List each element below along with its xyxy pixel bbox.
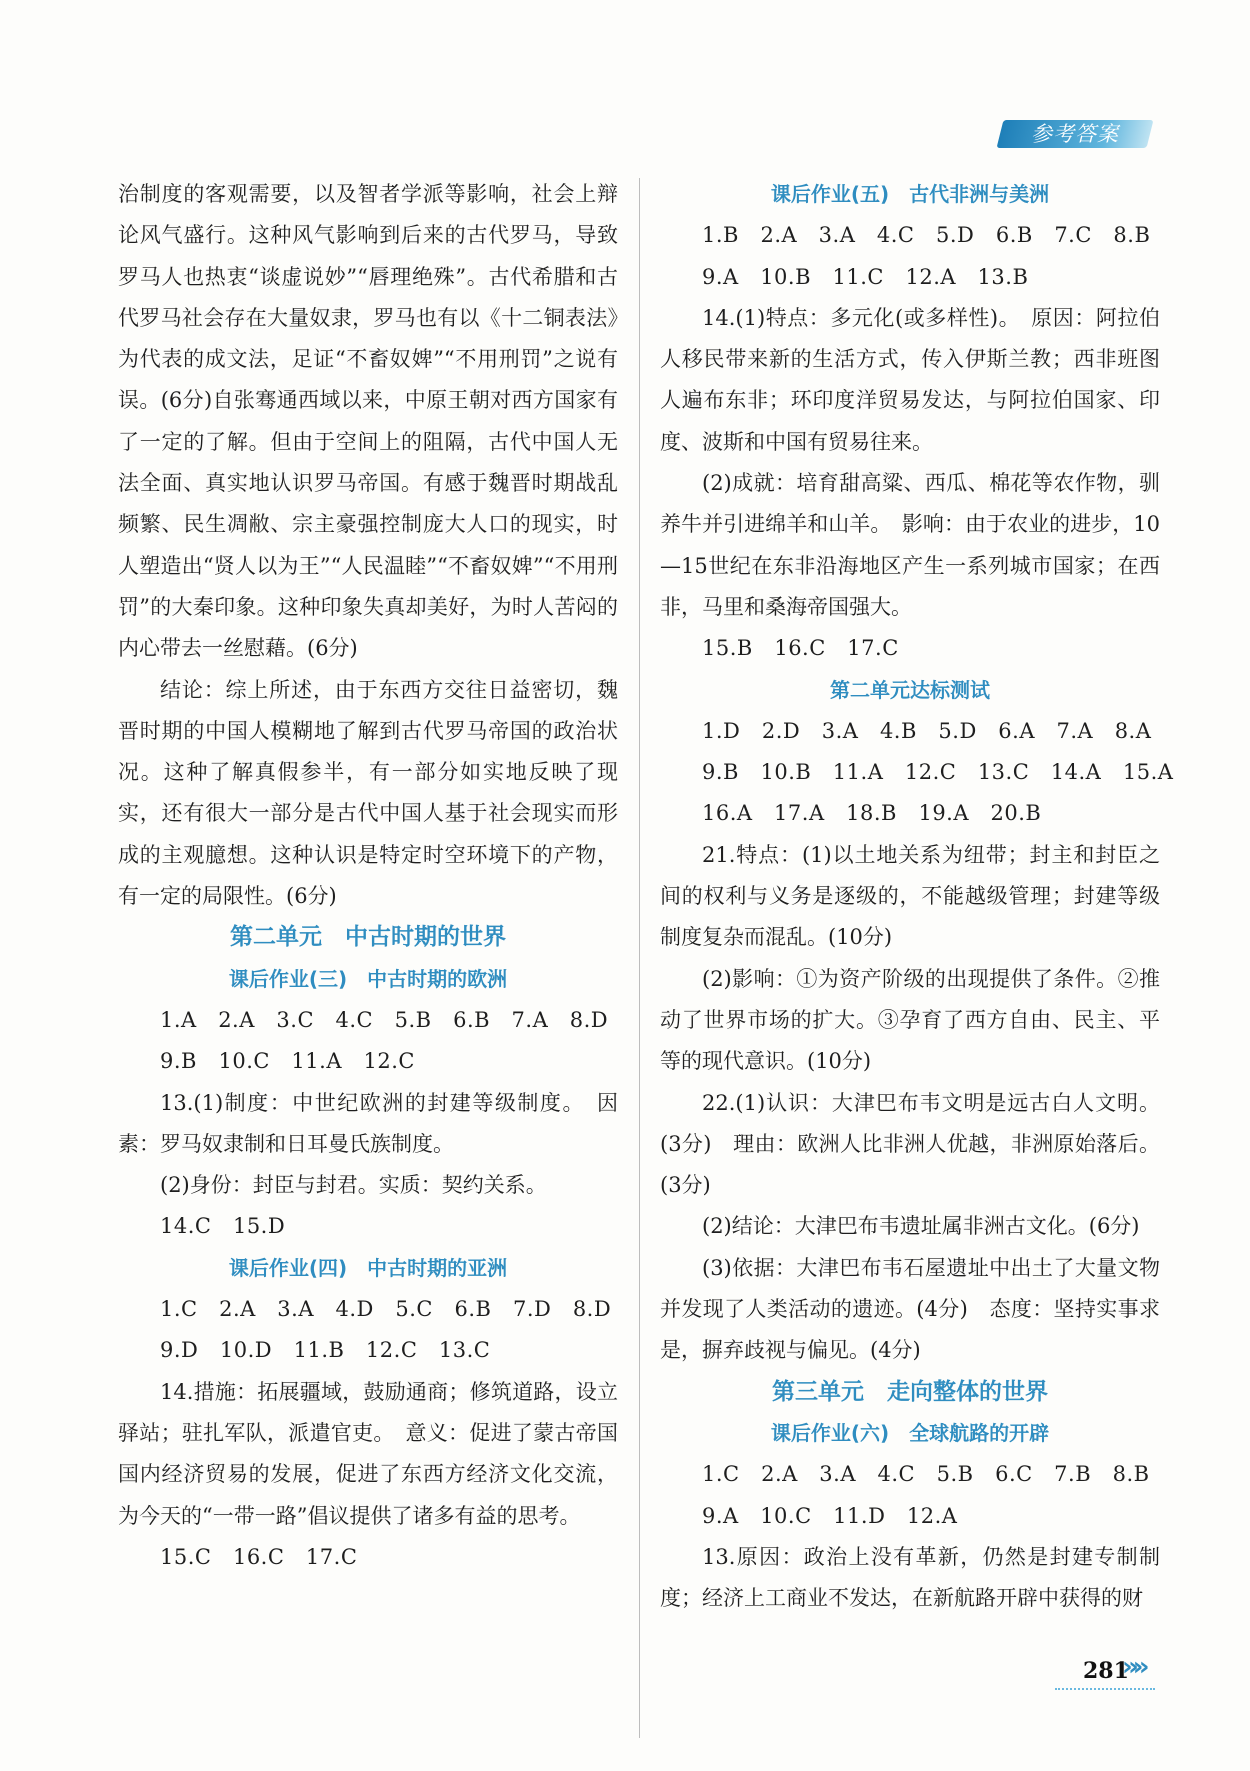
- indented-paragraph: 14.措施：拓展疆域，鼓励通商；修筑道路，设立驿站；驻扎军队，派遣官吏。 意义：促进了蒙古帝国国内经济贸易的发展，促进了东西方经济文化交流，为今天的“一带一路”倡议提供了诸多有益的思考。: [118, 1379, 618, 1528]
- reference-answers-badge: [997, 120, 1154, 148]
- answer-row: 16.A 17.A 18.B 19.A 20.B: [702, 801, 1042, 826]
- answer-row: 9.D 10.D 11.B 12.C 13.C: [160, 1338, 491, 1363]
- indented-paragraph: 22.(1)认识：大津巴布韦文明是远古白人文明。(3分) 理由：欧洲人比非洲人优越，非洲原始落后。(3分): [660, 1090, 1160, 1198]
- section-heading: 课后作业(三) 中古时期的欧洲: [228, 966, 508, 991]
- page-arrows-icon: »»: [1122, 1652, 1144, 1682]
- paragraph: 治制度的客观需要，以及智者学派等影响，社会上辩论风气盛行。这种风气影响到后来的古代罗马，导致罗马人也热衷“谈虚说妙”“唇理绝殊”。古代希腊和古代罗马社会存在大量奴隶，罗马也有以《十二铜表法》为代表的成文法，足证“不畜奴婢”“不用刑罚”之说有误。(6分)自张骞通西域以来，中原王朝对西方国家有了一定的了解。但由于空间上的阻隔，古代中国人无法全面、真实地认识罗马帝国。有感于魏晋时期战乱频繁、民生凋敝、宗主豪强控制庞大人口的现实，时人塑造出“贤人以为王”“人民温睦”“不畜奴婢”“不用刑罚”的大秦印象。这种印象失真却美好，为时人苦闷的内心带去一丝慰藉。(6分): [118, 182, 618, 661]
- indented-paragraph: 结论：综上所述，由于东西方交往日益密切，魏晋时期的中国人模糊地了解到古代罗马帝国的政治状况。这种了解真假参半，有一部分如实地反映了现实，还有很大一部分是古代中国人基于社会现实而形成的主观臆想。这种认识是特定时空环境下的产物，有一定的局限性。(6分): [118, 677, 618, 909]
- indented-paragraph: 13.原因：政治上没有革新，仍然是封建专制制度；经济上工商业不发达，在新航路开辟中获得的财: [660, 1544, 1160, 1611]
- answer-row: 14.C 15.D: [160, 1214, 286, 1239]
- indented-paragraph: 14.(1)特点：多元化(或多样性)。 原因：阿拉伯人移民带来新的生活方式，传入伊斯兰教；西非班图人遍布东非；环印度洋贸易发达，与阿拉伯国家、印度、波斯和中国有贸易往来。: [660, 305, 1160, 454]
- indented-paragraph: 13.(1)制度：中世纪欧洲的封建等级制度。 因素：罗马奴隶制和日耳曼氏族制度。: [118, 1090, 618, 1156]
- section-heading: 课后作业(五) 古代非洲与美洲: [770, 182, 1050, 206]
- indented-paragraph: (2)影响：①为资产阶级的出现提供了条件。②推动了世界市场的扩大。③孕育了西方自由、民主、平等的现代意识。(10分): [660, 966, 1160, 1074]
- answer-row: 1.C 2.A 3.A 4.C 5.B 6.C 7.B 8.B: [702, 1462, 1150, 1487]
- section-heading: 第二单元达标测试: [830, 677, 990, 702]
- answer-row: 15.C 16.C 17.C: [160, 1544, 358, 1569]
- answer-row: 9.A 10.B 11.C 12.A 13.B: [702, 264, 1029, 289]
- answer-row: 9.B 10.B 11.A 12.C 13.C 14.A 15.A: [702, 760, 1174, 785]
- answer-row: 1.D 2.D 3.A 4.B 5.D 6.A 7.A 8.A: [702, 718, 1152, 743]
- footer-dotted-line: [1055, 1688, 1155, 1690]
- indented-paragraph: (2)结论：大津巴布韦遗址属非洲古文化。(6分): [702, 1214, 1140, 1239]
- unit-heading: 第三单元 走向整体的世界: [772, 1378, 1048, 1405]
- answer-row: 1.B 2.A 3.A 4.C 5.D 6.B 7.C 8.B: [702, 223, 1151, 248]
- answer-row: 9.A 10.C 11.D 12.A: [702, 1503, 958, 1528]
- section-heading: 课后作业(四) 中古时期的亚洲: [228, 1255, 508, 1280]
- badge-label: 参考答案: [1031, 122, 1119, 146]
- answer-row: 1.C 2.A 3.A 4.D 5.C 6.B 7.D 8.D: [160, 1297, 612, 1322]
- indented-paragraph: (2)成就：培育甜高粱、西瓜、棉花等农作物，驯养牛并引进绵羊和山羊。 影响：由于农业的进步，10—15世纪在东非沿海地区产生一系列城市国家；在西非，马里和桑海帝国强大。: [660, 471, 1160, 619]
- answer-row: 1.A 2.A 3.C 4.C 5.B 6.B 7.A 8.D: [160, 1007, 609, 1032]
- right-column: [660, 174, 1174, 1619]
- unit-heading: 第二单元 中古时期的世界: [230, 924, 506, 951]
- answer-row: 9.B 10.C 11.A 12.C: [160, 1049, 415, 1074]
- answer-row: 15.B 16.C 17.C: [702, 636, 899, 661]
- indented-paragraph: (3)依据：大津巴布韦石屋遗址中出土了大量文物并发现了人类活动的遗迹。(4分) 态度：坚持实事求是，摒弃歧视与偏见。(4分): [660, 1255, 1160, 1363]
- indented-paragraph: 21.特点：(1)以土地关系为纽带；封主和封臣之间的权利与义务是逐级的，不能越级管理；封建等级制度复杂而混乱。(10分): [660, 842, 1160, 950]
- indented-paragraph: (2)身份：封臣与封君。实质：契约关系。: [160, 1173, 547, 1198]
- page-number: 281: [1083, 1658, 1129, 1684]
- column-divider: [639, 178, 640, 1738]
- section-heading: 课后作业(六) 全球航路的开辟: [770, 1420, 1050, 1445]
- left-column: [118, 174, 618, 1578]
